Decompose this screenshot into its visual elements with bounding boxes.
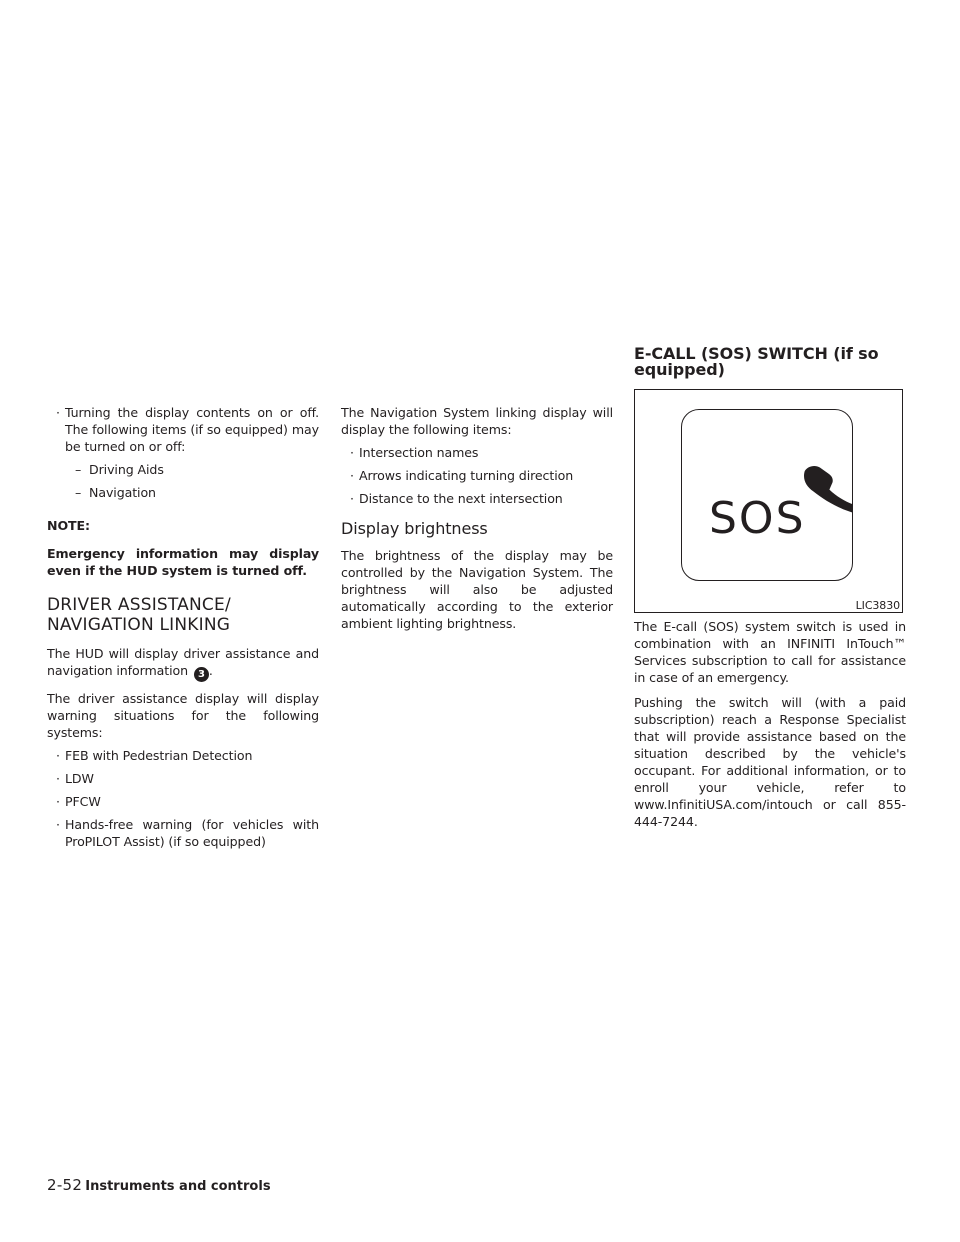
heading-line-2: NAVIGATION LINKING xyxy=(47,615,231,635)
ecall-heading-line-2: equipped) xyxy=(634,360,725,379)
note-label: NOTE: xyxy=(47,518,90,533)
paragraph-hud-info xyxy=(47,645,319,682)
column-2 xyxy=(341,404,613,632)
footer-section-title: Instruments and controls xyxy=(85,1179,271,1194)
nav-item-distance: · Distance to the next intersection xyxy=(341,490,613,507)
paragraph-ecall-description: The E-call (SOS) system switch is used in combination with an INFINITI InTouch™ Services subscription to call for assistance in case of an emergency. xyxy=(634,619,906,685)
sos-button-illustration xyxy=(681,409,853,581)
column-1 xyxy=(47,404,319,850)
system-item-hands-free: · Hands-free warning (for vehicles with ProPILOT Assist) (if so equipped) xyxy=(47,816,319,850)
sub-item-driving-aids: – Driving Aids xyxy=(47,461,319,478)
paragraph-brightness: The brightness of the display may be controlled by the Navigation System. The brightness will also be adjusted automatically according to the exterior ambient lighting brightness. xyxy=(341,548,613,631)
nav-item-intersection-names: · Intersection names xyxy=(341,444,613,461)
page-footer xyxy=(47,1175,271,1197)
paragraph-hud-text: The HUD will display driver assistance and navigation information xyxy=(47,646,319,678)
nav-item-arrows: · Arrows indicating turning direction xyxy=(341,467,613,484)
section-heading-brightness: Display brightness xyxy=(341,519,488,538)
system-item-ldw: · LDW xyxy=(47,770,319,787)
column-3 xyxy=(634,346,906,830)
paragraph-navigation-intro: The Navigation System linking display will display the following items: xyxy=(341,405,613,437)
heading-line-1: DRIVER ASSISTANCE/ xyxy=(47,595,231,615)
phone-handset-icon xyxy=(799,446,852,534)
system-item-feb: · FEB with Pedestrian Detection xyxy=(47,747,319,764)
bullet-display-toggle: · Turning the display contents on or off. The following items (if so equipped) may be turned on or off: xyxy=(47,404,319,455)
sos-switch-figure xyxy=(634,389,903,613)
sub-item-navigation: – Navigation xyxy=(47,484,319,501)
sos-text: SOS xyxy=(708,492,805,544)
reference-number-badge: 3 xyxy=(194,667,209,682)
section-heading-ecall xyxy=(634,346,906,378)
figure-code: LIC3830 xyxy=(855,599,900,612)
section-heading-driver-assistance xyxy=(47,595,319,635)
paragraph-ecall-usage: Pushing the switch will (with a paid subscription) reach a Response Specialist that will provide assistance based on the situation described by the vehicle's occupant. For additional information, or to enroll your vehicle, refer to www.InfinitiUSA.com/intouch or call 855-444-7244. xyxy=(634,695,906,829)
paragraph-warning-situations: The driver assistance display will display warning situations for the following systems: xyxy=(47,691,319,740)
page-number: 2-52 xyxy=(47,1176,83,1194)
sos-graphic xyxy=(681,409,853,581)
paragraph-end-punct: . xyxy=(208,663,213,678)
ecall-heading-line-1: E-CALL (SOS) SWITCH (if so xyxy=(634,344,879,363)
system-item-pfcw: · PFCW xyxy=(47,793,319,810)
note-text: Emergency information may display even if the HUD system is turned off. xyxy=(47,546,319,578)
